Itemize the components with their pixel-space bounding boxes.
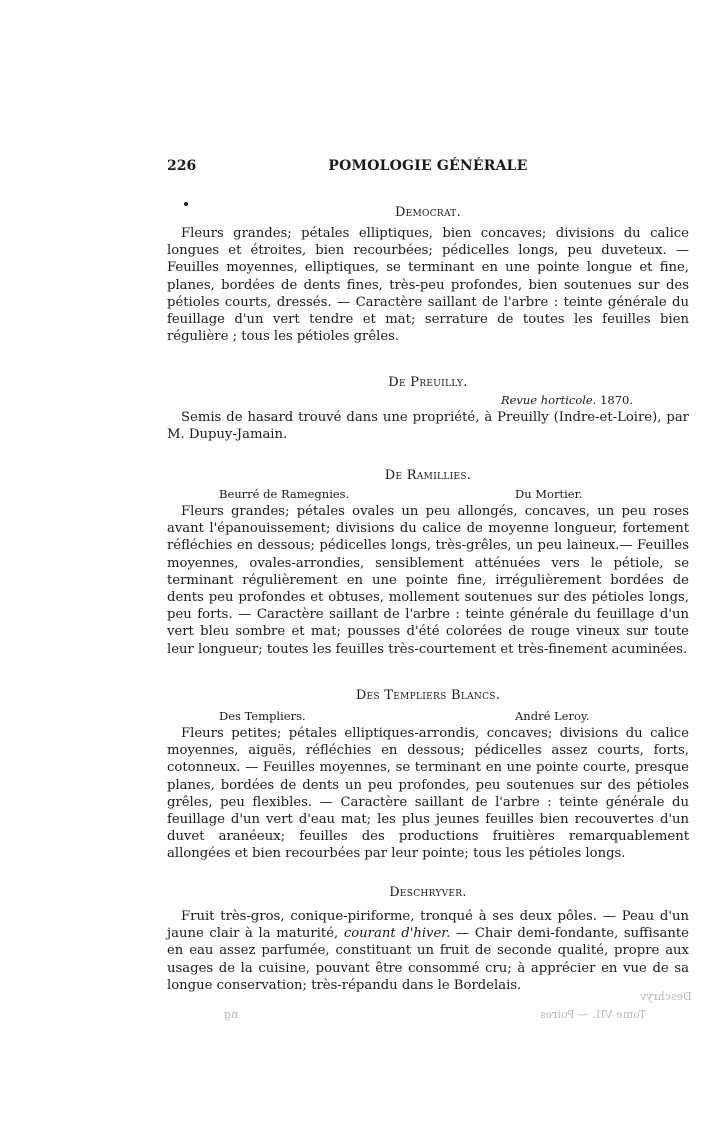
entry-paragraph-de-ramillies	[167, 503, 689, 658]
authority: André Leroy.	[515, 709, 590, 723]
bleed-through-right: Tome VII. — Poires	[540, 1008, 647, 1021]
reference-de-preuilly	[167, 393, 689, 407]
entry-title-des-templiers-blancs: Des Templiers Blancs.	[355, 688, 501, 703]
paragraph-text: Fruit très-gros, conique-piriforme, tronqué à ses deux pôles. — Peau d'un jaune clair à la maturité,	[167, 909, 689, 942]
synonym: Beurré de Ramegnies.	[219, 487, 350, 501]
bleed-through-left: ng	[224, 1008, 239, 1021]
paragraph-text: — Chair demi-fondante, suffisante en eau assez parfumée, constituant un fruit de seconde qualité, propre aux usages de la cuisine, pouvant être consommé cru; à apprécier en vue de sa longue conservation; très-répandu dans le Bordelais.	[167, 926, 689, 993]
synonyms-de-ramillies	[167, 487, 689, 501]
running-head	[167, 158, 689, 178]
paragraph-text: Fleurs grandes; pétales elliptiques, bien concaves; divisions du calice longues et étroites, bien recourbées; pédicelles longs, peu duveteux. — Feuilles moyennes, elliptiques, se terminant en une pointe longue et fine, planes, bordées de dents fines, très-peu profondes, bien soutenues sur des pétioles courts, dressés. — Caractère saillant de l'arbre : teinte générale du feuillage d'un vert tendre et mat; serrature de toutes les feuilles bien régulière ; tous les pétioles grêles.	[167, 226, 689, 345]
synonyms-des-templiers-blancs	[167, 709, 689, 723]
paragraph-italic: courant d'hiver.	[343, 926, 451, 942]
entry-title-deschryver: Deschryver.	[389, 885, 467, 900]
entry-title-de-preuilly: De Preuilly.	[388, 375, 468, 390]
paragraph-text: Semis de hasard trouvé dans une propriété, à Preuilly (Indre-et-Loire), par M. Dupuy-Jamain.	[167, 410, 689, 443]
reference-year: 1870.	[600, 393, 633, 407]
synonym: Des Templiers.	[219, 709, 306, 723]
paragraph-text: Fleurs petites; pétales elliptiques-arrondis, concaves; divisions du calice moyennes, aiguës, réfléchies en dessous; pédicelles assez courts, forts, cotonneux. — Feuilles moyennes, se terminant en une pointe courte, presque planes, bordées de dents un peu profondes, peu soutenues sur des pétioles grêles, peu flexibles. — Caractère saillant de l'arbre : teinte générale du feuillage d'un vert d'eau mat; les plus jeunes feuilles bien recouvertes d'un duvet aranéeux; feuilles des productions fruitières remarquablement allongées et bien recourbées par leur pointe; tous les pétioles longs.	[167, 726, 689, 862]
entry-title-democrat: Democrat.	[394, 205, 462, 220]
reference-journal: Revue horticole.	[500, 393, 597, 407]
running-title: POMOLOGIE GÉNÉRALE	[328, 158, 528, 174]
page-number: 226	[167, 158, 197, 174]
entry-paragraph-de-preuilly	[167, 409, 689, 443]
entry-paragraph-democrat	[167, 225, 689, 345]
entry-title-de-ramillies: De Ramillies.	[384, 468, 472, 483]
bleed-through-side: Deschryv	[640, 990, 692, 1003]
entry-paragraph-deschryver	[167, 908, 689, 994]
authority: Du Mortier.	[515, 487, 583, 501]
paragraph-text: Fleurs grandes; pétales ovales un peu allongés, concaves, un peu roses avant l'épanouissement; divisions du calice de moyenne longueur, fortement réfléchies en dessous; pédicelles longs, très-grêles, un peu laineux.— Feuilles moyennes, ovales-arrondies, sensiblement atténuées vers le pétiole, se terminant régulièrement en une pointe fine, irrégulièrement bordées de dents peu profondes et obtuses, mollement soutenues sur des pétioles longs, peu forts. — Caractère saillant de l'arbre : teinte générale du feuillage d'un vert bleu sombre et mat; pousses d'été colorées de rouge vineux sur toute leur longueur; toutes les feuilles très-courtement et très-finement acuminées.	[167, 504, 689, 657]
entry-paragraph-des-templiers-blancs	[167, 725, 689, 863]
